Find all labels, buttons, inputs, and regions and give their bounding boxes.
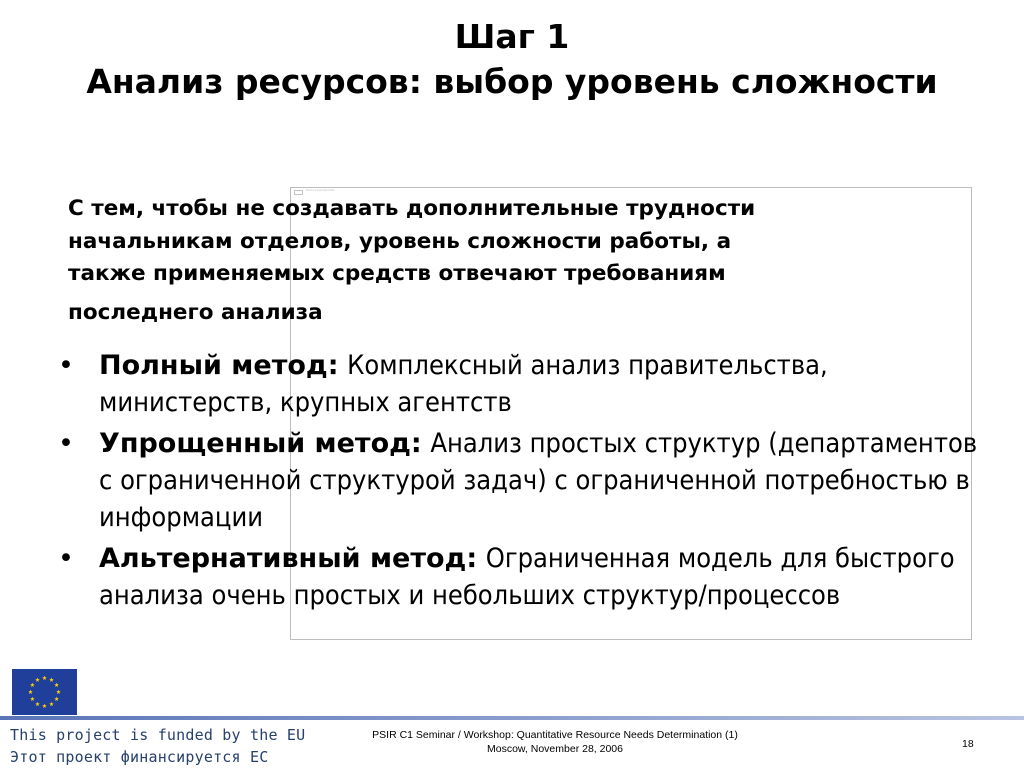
method-description: Комплексный анализ правительства, министерств, крупных агентств <box>99 350 828 418</box>
method-list <box>58 347 988 618</box>
intro-line: С тем, чтобы не создавать дополнительные трудности <box>68 196 756 221</box>
eu-star <box>49 702 54 706</box>
funding-note <box>10 724 305 768</box>
method-term: Полный метод: <box>99 350 339 381</box>
eu-star <box>30 697 35 701</box>
funding-note-ru: Этот проект финансируется ЕС <box>10 748 269 766</box>
intro-line: также применяемых средств отвечают требованиям <box>68 261 726 286</box>
eu-flag-logo <box>12 669 77 715</box>
eu-star <box>42 676 47 680</box>
intro-paragraph <box>68 193 898 329</box>
eu-star <box>54 697 59 701</box>
method-term: Альтернативный метод: <box>99 543 478 574</box>
seminar-date: Moscow, November 28, 2006 <box>487 743 623 755</box>
seminar-caption <box>340 728 770 756</box>
eu-star <box>35 702 40 706</box>
eu-star <box>35 677 40 681</box>
slide-title <box>0 14 1024 104</box>
eu-stars-icon <box>12 669 77 715</box>
intro-line: последнего анализа <box>68 299 323 325</box>
page-number: 18 <box>962 738 974 750</box>
method-description: Анализ простых структур (департаментов с ограниченной структурой задач) с ограниченной потребностью в информации <box>99 428 978 533</box>
eu-star <box>28 690 33 694</box>
intro-line: начальникам отделов, уровень сложности работы, а <box>68 228 732 254</box>
eu-star <box>56 690 61 694</box>
method-term: Упрощенный метод: <box>99 428 422 459</box>
bullet-icon: • <box>58 428 74 459</box>
bullet-icon: • <box>58 350 74 381</box>
method-item-simplified <box>58 425 988 536</box>
bullet-icon: • <box>58 543 74 574</box>
funding-note-en: This project is funded by the EU <box>10 726 306 744</box>
eu-star <box>30 683 35 687</box>
seminar-title: PSIR C1 Seminar / Workshop: Quantitative Resource Needs Determination (1) <box>372 729 738 741</box>
method-description: Ограниченная модель для быстрого анализа очень простых и небольших структур/процессов <box>99 543 955 611</box>
footer-divider <box>0 716 1024 720</box>
slide-title-line2: Анализ ресурсов: выбор уровень сложности <box>86 62 938 101</box>
eu-star <box>49 677 54 681</box>
eu-star <box>54 683 59 687</box>
eu-star <box>42 704 47 708</box>
method-item-alternative <box>58 540 988 614</box>
image-placeholder-caption: Picture placeholder <box>306 188 335 192</box>
method-item-full <box>58 347 988 421</box>
slide-title-line1: Шаг 1 <box>454 17 570 56</box>
